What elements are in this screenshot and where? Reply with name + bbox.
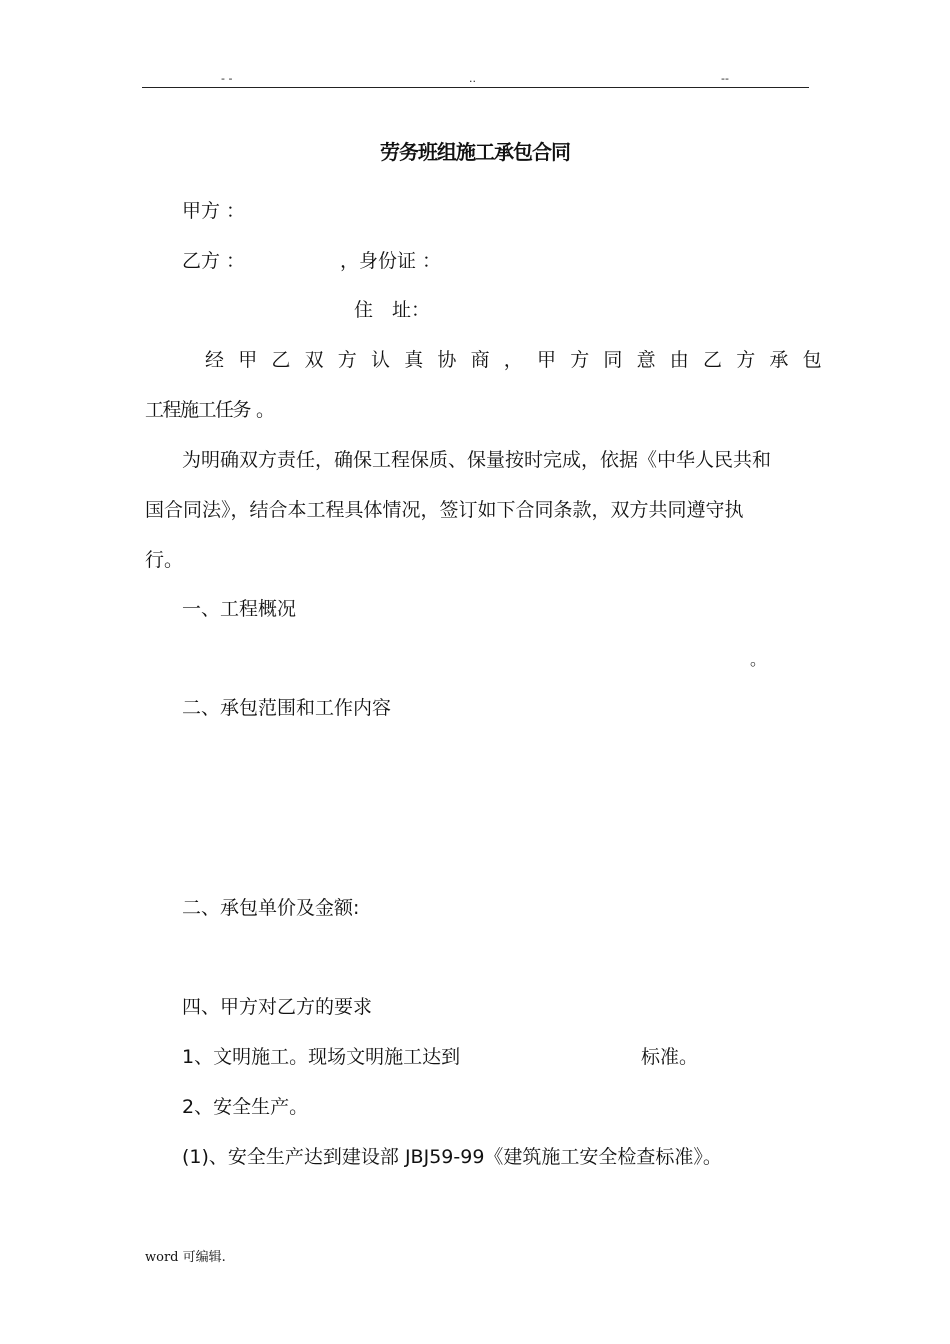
footer-note: word 可编辑. <box>145 1250 226 1265</box>
requirement-2-1: (1)、安全生产达到建设部 JBJ59-99《建筑施工安全检查标准》。 <box>182 1146 722 1168</box>
header-right-mark: -- <box>721 72 729 85</box>
section-1-end-mark: 。 <box>750 650 767 669</box>
requirement-1: 1、文明施工。现场文明施工达到 <box>182 1046 461 1068</box>
header-rule <box>142 87 809 88</box>
basis-line-3: 行。 <box>145 549 184 571</box>
party-b-label: 乙方 ： <box>182 250 246 272</box>
header-center-mark: .. <box>469 72 476 85</box>
requirement-2: 2、安全生产。 <box>182 1096 309 1118</box>
requirement-1-standard: 标准。 <box>641 1046 699 1068</box>
section-3-title: 二、承包单价及金额: <box>182 897 360 919</box>
document-title: 劳务班组施工承包合同 <box>380 140 570 164</box>
party-b-id-label: ，身份证 ： <box>340 250 442 272</box>
basis-line-1: 为明确双方责任，确保工程保质、保量按时完成，依据《中华人民共和 <box>182 449 772 471</box>
section-1-title: 一、工程概况 <box>182 598 297 620</box>
intro-line-2-project: 工程施工任务 <box>145 399 251 421</box>
basis-line-2: 国合同法》，结合本工程具体情况，签订如下合同条款，双方共同遵守执 <box>145 499 744 521</box>
party-a-label: 甲方 ： <box>182 200 246 222</box>
section-4-title: 四、甲方对乙方的要求 <box>182 996 373 1018</box>
intro-line-2-end: 。 <box>256 399 276 421</box>
section-2-title: 二、承包范围和工作内容 <box>182 697 392 719</box>
intro-line-1: 经甲乙双方认真协商，甲方同意由乙方承包 <box>205 349 836 371</box>
header-left-mark: - - <box>221 72 233 85</box>
address-label: 住 址： <box>354 299 431 321</box>
